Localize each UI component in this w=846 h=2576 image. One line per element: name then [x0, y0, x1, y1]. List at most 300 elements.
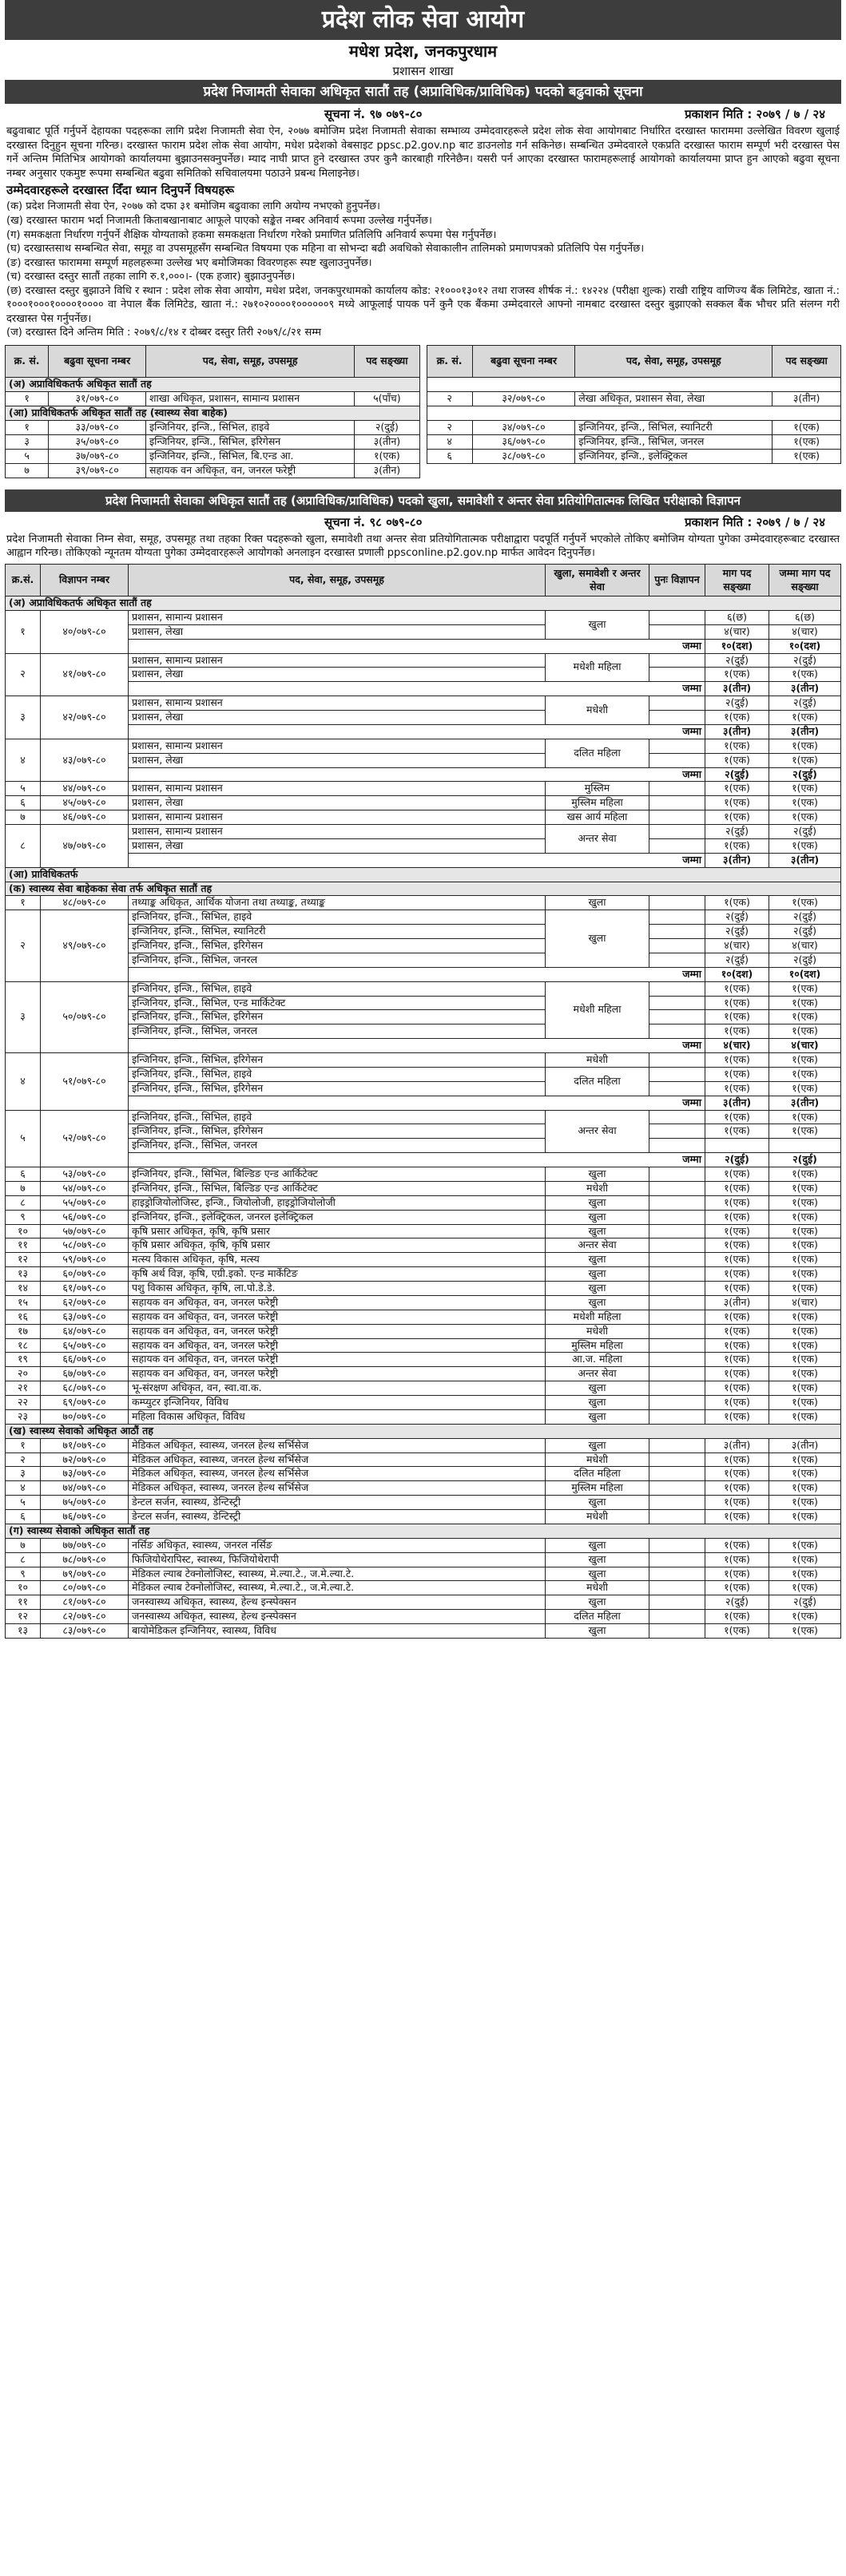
again-cell	[649, 1253, 705, 1267]
table-row	[6, 420, 420, 434]
promotion-notice-paragraph: बढुवाबाट पूर्ति गर्नुपर्ने देहायका पदहरूका लागि प्रदेश निजामती सेवा ऐन, २०७७ बमोजिम प्रदेश निजामती सेवाका सम्भाव्य उम्मेदवारहरूले प्रदेश लोक सेवा आयोगबाट निर्धारित दरखास्त फाराममा उल्लेखित विवरण खुलाई दरखास्त दिनुहुन सूचना गरिन्छ। दरखास्त फाराम प्रदेश लोक सेवा आयोग, मधेश प्रदेशको वेबसाइट ppsc.p2.gov.np बाट डाउनलोड गर्न सकिनेछ। सम्बन्धित उम्मेदवारले एकप्रति दरखास्त फाराम सम्पूर्ण भरी दरखास्त पेस गर्ने अन्तिम मितिभित्र आयोगको कार्यालयमा बुझाउनसक्नुपर्नेछ। म्याद नाघी प्राप्त हुने दरखास्त उपर कुनै कारबाही गरिनेछैन। यसरी पर्न आएका दरखास्त फारामहरूलाई आयोगको कार्यालयमा प्राप्त हुन आएको बढुवा सूचना नम्बर अनुसार एकमुष्ट रूपमा सम्बन्धित बढुवा समितिको सचिवालयमा पठाउने प्रबन्ध मिलाइनेछ।	[6, 125, 840, 180]
post-cell: जनस्वास्थ्य अधिकृत, स्वास्थ्य, हेल्थ इन्स्पेक्सन	[129, 1595, 546, 1610]
sub-section-ga	[6, 1524, 841, 1538]
table-row	[6, 1310, 841, 1324]
table-row	[6, 1139, 841, 1153]
post-cell: इन्जिनियर, इन्जि., सिभिल, जनरल	[129, 953, 546, 967]
spacer-cell	[427, 406, 841, 420]
sn-cell: ७	[6, 810, 41, 825]
table-row	[6, 711, 841, 725]
post-cell: प्रशासन, लेखा	[129, 796, 546, 810]
req-cell: १(एक)	[705, 1282, 769, 1296]
again-cell	[649, 896, 705, 910]
table-row	[6, 1581, 841, 1595]
req-cell: १(एक)	[705, 1238, 769, 1253]
total-row	[6, 724, 841, 739]
req-cell: १(एक)	[705, 810, 769, 825]
type-cell: खुला	[546, 1538, 649, 1552]
spacer-cell	[427, 377, 841, 391]
table-row	[6, 1567, 841, 1581]
table-row	[6, 782, 841, 796]
sn-cell: १८	[6, 1338, 41, 1353]
again-cell	[649, 1167, 705, 1182]
again-cell	[649, 1438, 705, 1452]
again-cell	[649, 1496, 705, 1510]
promotion-tables	[5, 345, 841, 478]
sn-cell: १२	[6, 1610, 41, 1624]
req-cell: २(दुई)	[705, 910, 769, 925]
type-cell: खुला	[546, 896, 649, 910]
again-cell	[649, 753, 705, 767]
again-cell	[649, 996, 705, 1010]
again-cell	[649, 1067, 705, 1081]
req-cell: ३(तीन)	[705, 1438, 769, 1452]
total-cell: १(एक)	[769, 1496, 841, 1510]
again-cell	[649, 1338, 705, 1353]
again-cell	[649, 981, 705, 996]
sn-cell: १	[6, 1438, 41, 1452]
instruction-item: (ङ) दरखास्त फाराममा सम्पूर्ण महलहरूमा उल्लेख भए बमोजिमका विवरणहरू स्पष्ट खुलाउनुपर्नेछ।	[6, 256, 372, 269]
type-cell: खुला	[546, 1282, 649, 1296]
promotion-table-left	[5, 345, 420, 478]
number-cell: ३६/०७९-८०	[472, 434, 575, 449]
table-row	[6, 825, 841, 839]
instructions-heading: उम्मेदवारहरूले दरखास्त दिँदा ध्यान दिनुपर्ने विषयहरू	[6, 183, 235, 198]
again-cell	[649, 953, 705, 967]
again-cell	[649, 1481, 705, 1496]
sn-cell: २०	[6, 1367, 41, 1381]
total-label: जम्मा	[129, 682, 705, 696]
number-cell: ८२/०७९-८०	[41, 1610, 129, 1624]
count-cell: १(एक)	[773, 420, 841, 434]
post-cell: कम्प्युटर इन्जिनियर, विविध	[129, 1396, 546, 1410]
total-cell: १(एक)	[769, 796, 841, 810]
total-cell: ६(छ)	[769, 610, 841, 624]
table-row	[6, 1452, 841, 1467]
number-cell: ३४/०७९-८०	[472, 420, 575, 434]
total-row	[6, 853, 841, 867]
sub-section-ka-label: (क) स्वास्थ्य सेवा बाहेकका सेवा तर्फ अधिकृत सातौं तह	[6, 882, 841, 896]
table-row	[6, 1024, 841, 1039]
sn-cell: १	[6, 896, 41, 910]
sub-section-kha	[6, 1424, 841, 1438]
total-cell: १(एक)	[769, 1353, 841, 1367]
number-cell: ३१/०७९-८०	[49, 391, 146, 406]
number-cell: ६१/०७९-८०	[41, 1282, 129, 1296]
type-cell: खुला	[546, 1552, 649, 1567]
number-cell: ४२/०७९-८०	[41, 696, 129, 739]
type-cell: खुला	[546, 1253, 649, 1267]
number-cell: ५५/०७९-८०	[41, 1195, 129, 1210]
req-total: ३(तीन)	[705, 853, 769, 867]
table-row	[427, 449, 841, 463]
table-row	[6, 1124, 841, 1139]
sn-header: क्र. सं.	[427, 345, 472, 377]
publish-date: प्रकाशन मिति : २०७९ / ७ / २४	[685, 107, 825, 121]
post-cell: प्रशासन, सामान्य प्रशासन	[129, 653, 546, 668]
req-cell: १(एक)	[705, 1496, 769, 1510]
group-label: (अ) अप्राविधिकतर्फ अधिकृत सातौं तह	[6, 377, 420, 391]
total-cell: १(एक)	[769, 1538, 841, 1552]
total-label: जम्मा	[129, 1153, 705, 1167]
all-total: १०(दश)	[769, 639, 841, 653]
post-cell: मेडिकल अधिकृत, स्वास्थ्य, जनरल हेल्थ सर्भिसेज	[129, 1481, 546, 1496]
type-cell: मुस्लिम	[546, 782, 649, 796]
total-cell: २(दुई)	[769, 1595, 841, 1610]
post-cell: इन्जिनियर, इन्जि., सिभिल, स्यानिटरी	[129, 925, 546, 939]
total-row	[6, 1096, 841, 1110]
total-cell: २(दुई)	[769, 653, 841, 668]
again-cell	[649, 1581, 705, 1595]
post-cell: इन्जिनियर, इन्जि., सिभिल, हाइवे	[129, 1067, 546, 1081]
count-cell: ५(पाँच)	[355, 391, 419, 406]
table-row	[6, 1396, 841, 1410]
sn-cell: ५	[6, 1496, 41, 1510]
total-cell: १(एक)	[769, 838, 841, 853]
again-cell	[649, 1552, 705, 1567]
req-cell: १(एक)	[705, 1452, 769, 1467]
req-total: १०(दश)	[705, 639, 769, 653]
number-cell: ४५/०७९-८०	[41, 796, 129, 810]
total-cell: २(दुई)	[769, 953, 841, 967]
req-cell: १(एक)	[705, 1081, 769, 1096]
sn-cell: ३	[6, 981, 41, 1052]
req-cell: २(दुई)	[705, 925, 769, 939]
table-row	[6, 953, 841, 967]
post-cell: प्रशासन, सामान्य प्रशासन	[129, 610, 546, 624]
post-cell: इन्जिनियर, इन्जि., सिभिल, एन्ड मार्किटेक्ट	[129, 996, 546, 1010]
total-row	[6, 682, 841, 696]
total-cell: १(एक)	[769, 739, 841, 753]
post-cell: इन्जिनियर, इन्जि., सिभिल, जनरल	[129, 1139, 546, 1153]
number-header: बढुवा सूचना नम्बर	[472, 345, 575, 377]
number-cell: ७७/०७९-८०	[41, 1538, 129, 1552]
req-cell: ३(तीन)	[705, 1295, 769, 1310]
post-cell: सहायक वन अधिकृत, वन, जनरल फरेष्ट्री	[146, 463, 355, 478]
type-cell: खुला	[546, 1295, 649, 1310]
post-header: पद, सेवा, समूह, उपसमूह	[146, 345, 355, 377]
group-row	[6, 377, 420, 391]
post-cell: इन्जिनियर, इन्जि., सिभिल, इरिगेसन	[129, 1053, 546, 1068]
total-row	[6, 1039, 841, 1053]
table-row	[427, 391, 841, 406]
sn-cell: २	[6, 653, 41, 696]
all-total: १०(दश)	[769, 967, 841, 981]
table-row	[6, 1224, 841, 1238]
again-cell	[649, 1081, 705, 1096]
total-cell: १(एक)	[769, 810, 841, 825]
post-cell: कृषि प्रसार अधिकृत, कृषि, कृषि प्रसार	[129, 1224, 546, 1238]
total-cell: ४(चार)	[769, 1295, 841, 1310]
post-cell: नर्सिङ अधिकृत, स्वास्थ्य, जनरल नर्सिङ	[129, 1538, 546, 1552]
again-cell	[649, 1210, 705, 1224]
table-row	[6, 996, 841, 1010]
all-total: ३(तीन)	[769, 853, 841, 867]
again-cell	[649, 624, 705, 639]
number-cell: ५६/०७९-८०	[41, 1210, 129, 1224]
total-cell: ४(चार)	[769, 624, 841, 639]
table-row	[6, 434, 420, 449]
total-cell: १(एक)	[769, 1338, 841, 1353]
total-cell	[769, 1139, 841, 1153]
exam-advert-title: प्रदेश निजामती सेवाका अधिकृत सातौं तह (अप्राविधिक/प्राविधिक) पदको खुला, समावेशी र अन्तर सेवा प्रतियोगितात्मक लिखित परीक्षाको विज्ञापन	[5, 489, 841, 512]
post-cell: इन्जिनियर, इन्जि., सिभिल, जनरल	[129, 1024, 546, 1039]
req-cell: १(एक)	[705, 1481, 769, 1496]
number-cell: ५४/०७९-८०	[41, 1181, 129, 1195]
total-label: जम्मा	[129, 967, 705, 981]
req-total: ३(तीन)	[705, 1096, 769, 1110]
table-row	[6, 1381, 841, 1396]
number-cell: ८३/०७९-८०	[41, 1624, 129, 1639]
again-cell	[649, 739, 705, 753]
again-cell	[649, 1467, 705, 1481]
total-cell: १(एक)	[769, 1310, 841, 1324]
req-cell: २(दुई)	[705, 653, 769, 668]
total-cell: १(एक)	[769, 1467, 841, 1481]
all-total: ३(तीन)	[769, 724, 841, 739]
total-label: जम्मा	[129, 724, 705, 739]
count-cell: ३(तीन)	[355, 463, 419, 478]
type-cell: दलित महिला	[546, 1610, 649, 1624]
post-cell: सहायक वन अधिकृत, वन, जनरल फरेष्ट्री	[129, 1295, 546, 1310]
total-cell: १(एक)	[769, 1396, 841, 1410]
again-cell	[649, 1282, 705, 1296]
total-cell: ३(तीन)	[769, 1438, 841, 1452]
req-cell: १(एक)	[705, 1624, 769, 1639]
sn-cell: ८	[6, 1552, 41, 1567]
total-cell: १(एक)	[769, 782, 841, 796]
number-cell: ४१/०७९-८०	[41, 653, 129, 696]
again-cell	[649, 1267, 705, 1282]
number-cell: ७४/०७९-८०	[41, 1481, 129, 1496]
type-cell: खुला	[546, 1167, 649, 1182]
again-cell	[649, 1367, 705, 1381]
again-cell	[649, 1238, 705, 1253]
table-header-row	[6, 345, 420, 377]
req-cell: १(एक)	[705, 1024, 769, 1039]
table-row	[6, 981, 841, 996]
sn-cell: ३	[6, 1467, 41, 1481]
number-cell: ६७/०७९-८०	[41, 1367, 129, 1381]
section-aa	[6, 867, 841, 882]
table-row	[6, 610, 841, 624]
post-cell: लेखा अधिकृत, प्रशासन सेवा, लेखा	[575, 391, 773, 406]
post-header: पद, सेवा, समूह, उपसमूह	[575, 345, 773, 377]
post-header: पद, सेवा, समूह, उपसमूह	[129, 565, 546, 596]
table-header-row	[6, 565, 841, 596]
post-cell: फिजियोथेरापिस्ट, स्वास्थ्य, फिजियोथेरापी	[129, 1552, 546, 1567]
count-cell: ३(तीन)	[773, 391, 841, 406]
sn-cell: १	[6, 610, 41, 653]
sn-cell: ८	[6, 1195, 41, 1210]
post-cell: इन्जिनियर, इन्जि., सिभिल, हाइवे	[129, 1110, 546, 1124]
number-cell: ६४/०७९-८०	[41, 1324, 129, 1338]
req-cell: २(दुई)	[705, 1595, 769, 1610]
again-cell	[649, 1381, 705, 1396]
count-header: पद सङ्ख्या	[355, 345, 419, 377]
type-cell: मुस्लिम महिला	[546, 796, 649, 810]
type-cell: मुस्लिम महिला	[546, 1338, 649, 1353]
exam-advert-table	[5, 564, 841, 1639]
count-cell: १(एक)	[773, 449, 841, 463]
exam-advert-paragraph: प्रदेश निजामती सेवाका निम्न सेवा, समूह, उपसमूह तथा तहका रिक्त पदहरूको खुला, समावेशी तथा अन्तर सेवा प्रतियोगितात्मक परीक्षाद्वारा पदपूर्ति गर्नुपर्ने भएकोले तोकिए बमोजिम योग्यता पुगेका उम्मेदवारहरूबाट दरखास्त आह्वान गरिन्छ। तोकिएको न्यूनतम योग्यता पुगेका उम्मेदवारहरूले आयोगको अनलाइन दरखास्त प्रणाली ppsconline.p2.gov.np मार्फत आवेदन दिनुपर्नेछ।	[6, 533, 840, 560]
promotion-table-right	[427, 345, 842, 464]
table-row	[6, 1538, 841, 1552]
type-cell: मधेशी	[546, 1452, 649, 1467]
total-cell: १(एक)	[769, 1624, 841, 1639]
again-cell	[649, 1452, 705, 1467]
total-cell: १(एक)	[769, 1024, 841, 1039]
total-cell: १(एक)	[769, 1510, 841, 1524]
total-cell: १(एक)	[769, 996, 841, 1010]
again-cell	[649, 1110, 705, 1124]
type-cell: मधेशी	[546, 696, 649, 725]
section-aa-label: (आ) प्राविधिकतर्फ	[6, 867, 841, 882]
table-row	[6, 391, 420, 406]
req-cell: १(एक)	[705, 1224, 769, 1238]
all-total: ३(तीन)	[769, 1096, 841, 1110]
again-cell	[649, 1624, 705, 1639]
sn-cell: ७	[6, 463, 49, 478]
again-cell	[649, 1124, 705, 1139]
table-row	[6, 1595, 841, 1610]
post-cell: हाइड्रोजियोलोजिस्ट, इन्जि., जियोलोजी, हाइड्रोजियोलोजी	[129, 1195, 546, 1210]
again-cell	[649, 1353, 705, 1367]
again-cell	[649, 1595, 705, 1610]
again-header: पुनः विज्ञापन	[649, 565, 705, 596]
number-cell: ३७/०७९-८०	[49, 449, 146, 463]
type-cell: दलित महिला	[546, 1467, 649, 1481]
number-header: विज्ञापन नम्बर	[41, 565, 129, 596]
total-cell: १(एक)	[769, 1167, 841, 1182]
sn-cell: ४	[6, 1481, 41, 1496]
type-cell: खुला	[546, 1195, 649, 1210]
number-cell: ४३/०७९-८०	[41, 739, 129, 782]
sn-cell: ११	[6, 1595, 41, 1610]
total-cell: १(एक)	[769, 1210, 841, 1224]
req-cell: १(एक)	[705, 796, 769, 810]
table-row	[6, 1510, 841, 1524]
req-cell: १(एक)	[705, 1409, 769, 1424]
post-cell: इन्जिनियर, इन्जि., सिभिल, जनरल	[575, 434, 773, 449]
table-row	[6, 796, 841, 810]
type-cell: खुला	[546, 1267, 649, 1282]
sn-cell: ६	[6, 796, 41, 810]
number-cell: ३२/०७९-८०	[472, 391, 575, 406]
sn-cell: २	[6, 1452, 41, 1467]
number-cell: ४६/०७९-८०	[41, 810, 129, 825]
number-cell: ६५/०७९-८०	[41, 1338, 129, 1353]
sn-cell: १	[6, 420, 49, 434]
post-cell: प्रशासन, लेखा	[129, 711, 546, 725]
type-cell: दलित महिला	[546, 1067, 649, 1096]
sub-section-ka	[6, 882, 841, 896]
promotion-notice-meta	[5, 104, 841, 125]
req-cell: ४(चार)	[705, 624, 769, 639]
all-total: २(दुई)	[769, 767, 841, 782]
instruction-item: (क) प्रदेश निजामती सेवा ऐन, २०७७ को दफा ३१ बमोजिम बढुवाका लागि अयोग्य नभएको हुनुपर्नेछ।	[6, 200, 380, 213]
sub-section-kha-label: (ख) स्वास्थ्य सेवाको अधिकृत आठौं तह	[6, 1424, 841, 1438]
type-cell: खुला	[546, 1567, 649, 1581]
post-cell: प्रशासन, लेखा	[129, 668, 546, 682]
again-cell	[649, 796, 705, 810]
type-cell: खुला	[546, 1396, 649, 1410]
type-cell: दलित महिला	[546, 739, 649, 767]
branch-name: प्रशासन शाखा	[392, 64, 454, 78]
table-row	[6, 1238, 841, 1253]
total-cell: १(एक)	[769, 711, 841, 725]
post-cell: इन्जिनियर, इन्जि., सिभिल, इरिगेसन	[129, 1010, 546, 1024]
total-cell: १(एक)	[769, 1324, 841, 1338]
again-cell	[649, 1181, 705, 1195]
type-cell: मधेशी	[546, 1181, 649, 1195]
table-row	[6, 1353, 841, 1367]
sn-cell: १७	[6, 1324, 41, 1338]
table-row	[6, 624, 841, 639]
req-cell: १(एक)	[705, 1195, 769, 1210]
req-cell: ६(छ)	[705, 610, 769, 624]
req-cell: २(दुई)	[705, 953, 769, 967]
instruction-item: (ग) समकक्षता निर्धारण गर्नुपर्ने शैक्षिक योग्यताको हकमा समकक्षता निर्धारण गरेको प्रमाणित प्रतिलिपि अनिवार्य रूपमा पेस गर्नुपर्नेछ।	[6, 228, 497, 241]
all-total: ४(चार)	[769, 1039, 841, 1053]
table-row	[6, 1067, 841, 1081]
total-cell: १(एक)	[769, 1381, 841, 1396]
number-cell: ७०/०७९-८०	[41, 1409, 129, 1424]
post-cell: कृषि अर्थ विज्ञ, कृषि, एग्री.इको. एन्ड मार्केटिङ	[129, 1267, 546, 1282]
count-cell: १(एक)	[355, 449, 419, 463]
type-cell: खुला	[546, 1624, 649, 1639]
instruction-item: (ख) दरखास्त फाराम भर्दा निजामती किताबखानाबाट आफूले पाएको सङ्केत नम्बर अनिवार्य रूपमा उल्लेख गर्नुपर्नेछ।	[6, 214, 432, 227]
advert-number: सूचना नं. ९८ ०७९-८०	[324, 514, 423, 529]
sn-cell: २	[6, 910, 41, 981]
number-cell: ७२/०७९-८०	[41, 1452, 129, 1467]
table-row	[6, 1481, 841, 1496]
number-cell: ५०/०७९-८०	[41, 981, 129, 1052]
total-cell: २(दुई)	[769, 825, 841, 839]
again-cell	[649, 711, 705, 725]
table-row	[6, 925, 841, 939]
table-row	[6, 1282, 841, 1296]
req-total: १०(दश)	[705, 967, 769, 981]
again-cell	[649, 696, 705, 711]
type-cell: अन्तर सेवा	[546, 825, 649, 854]
total-cell: १(एक)	[769, 896, 841, 910]
req-header: माग पद सङ्ख्या	[705, 565, 769, 596]
total-cell: १(एक)	[769, 753, 841, 767]
post-cell: सहायक वन अधिकृत, वन, जनरल फरेष्ट्री	[129, 1338, 546, 1353]
req-total: ३(तीन)	[705, 724, 769, 739]
type-cell: खुला	[546, 1496, 649, 1510]
again-cell	[649, 653, 705, 668]
table-row	[6, 1496, 841, 1510]
total-cell: १(एक)	[769, 1610, 841, 1624]
again-cell	[649, 1053, 705, 1068]
count-header: पद सङ्ख्या	[773, 345, 841, 377]
total-row	[6, 1153, 841, 1167]
total-cell: १(एक)	[769, 1110, 841, 1124]
table-row	[6, 1438, 841, 1452]
req-cell: १(एक)	[705, 1210, 769, 1224]
table-row	[6, 1338, 841, 1353]
req-cell: १(एक)	[705, 996, 769, 1010]
total-cell: १(एक)	[769, 1067, 841, 1081]
sn-cell: ३	[6, 434, 49, 449]
total-cell: १(एक)	[769, 1053, 841, 1068]
again-cell	[649, 1024, 705, 1039]
number-cell: ७९/०७९-८०	[41, 1567, 129, 1581]
type-cell: मधेशी महिला	[546, 653, 649, 682]
table-row	[6, 1409, 841, 1424]
